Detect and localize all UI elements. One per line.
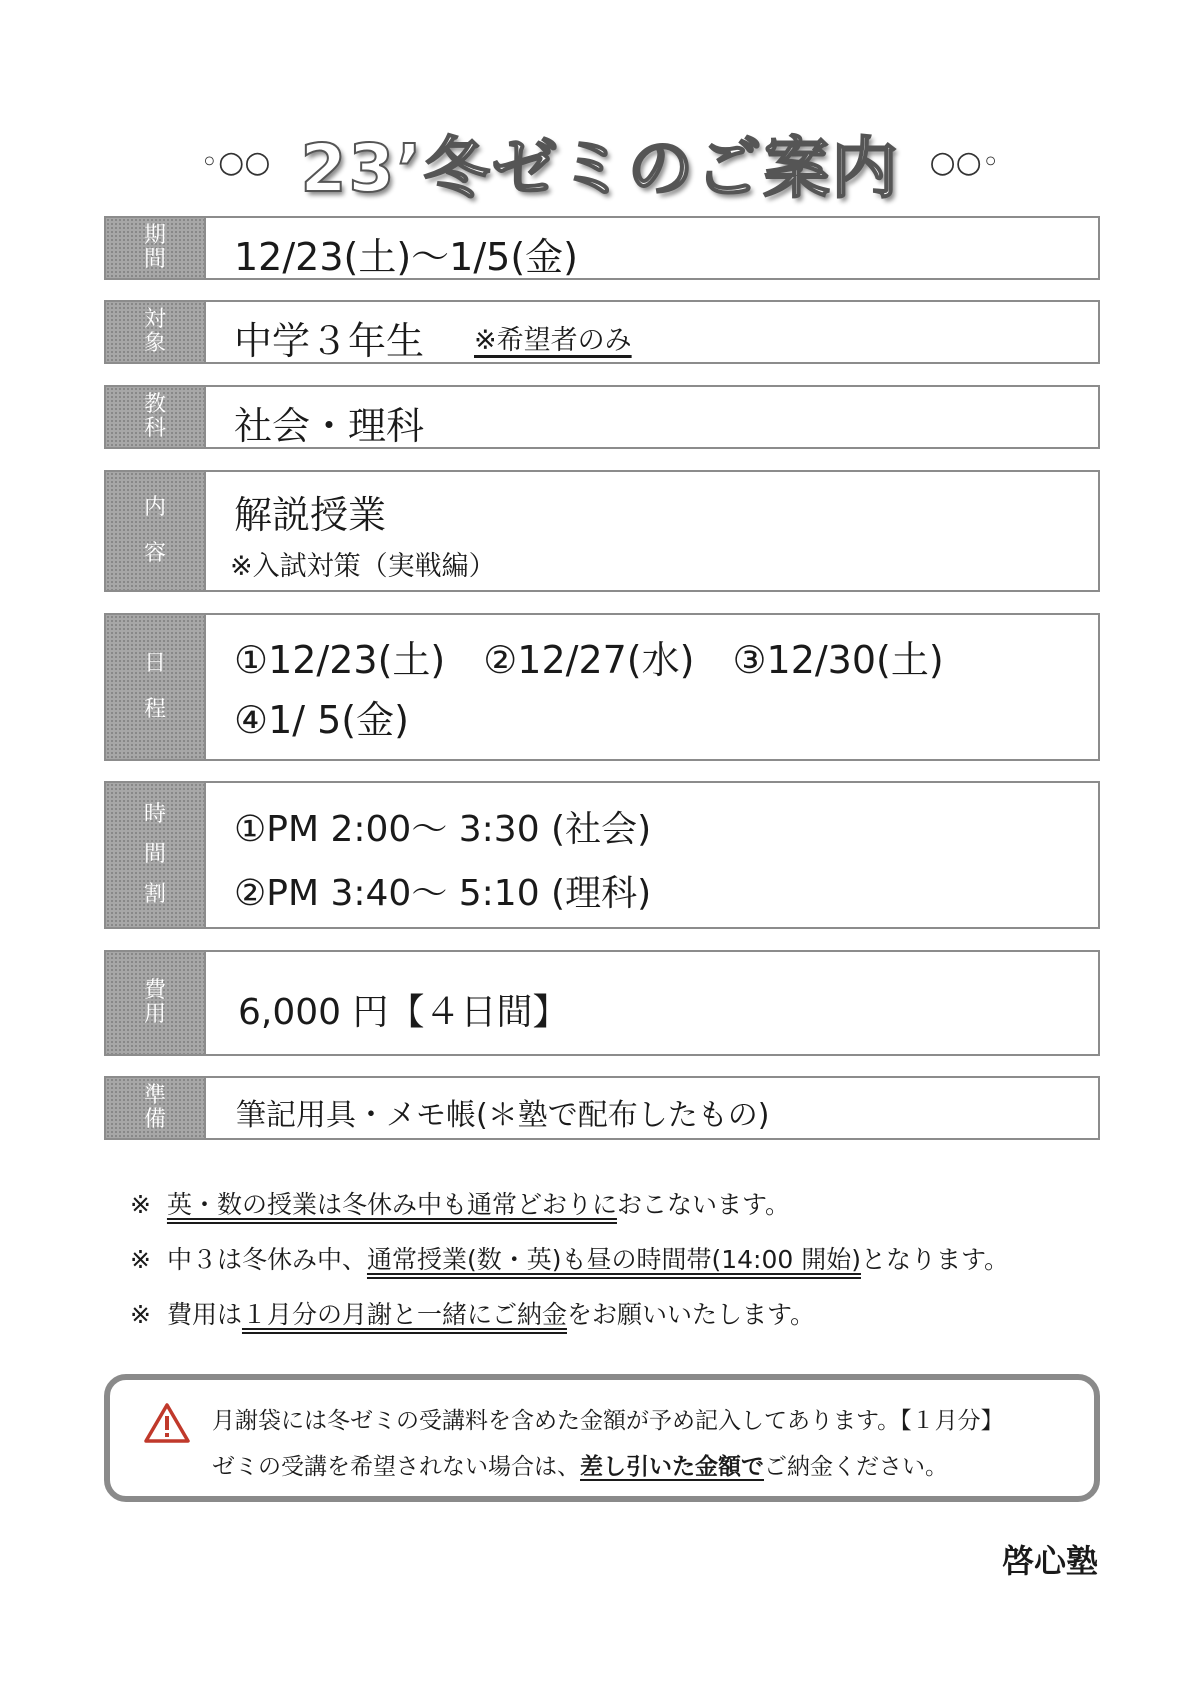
row-timetable: [104, 781, 1100, 929]
schedule-line1: ①12/23(土) ②12/27(水) ③12/30(土): [234, 638, 944, 682]
label-target: [106, 302, 206, 362]
label-char: 対: [143, 307, 166, 332]
row-schedule: [104, 613, 1100, 761]
label-char: 日: [143, 651, 166, 676]
note-mark: ※: [130, 1190, 151, 1219]
content-content: [204, 472, 1098, 590]
label-char: 科: [143, 416, 166, 441]
notes-list: [130, 1185, 1009, 1350]
label-char: 間: [143, 247, 166, 272]
content-value: 解説授業: [234, 493, 387, 537]
warning-text-bold: 差し引いた金額で: [580, 1454, 764, 1480]
row-fee: [104, 950, 1100, 1056]
fee-content: [204, 952, 1098, 1054]
label-char: 期: [143, 223, 166, 248]
note-mark: ※: [130, 1245, 151, 1274]
note-item: [130, 1240, 1009, 1295]
note-underlined: 通常授業(数・英)も昼の時間帯(14:00 開始): [366, 1245, 861, 1274]
label-char: 割: [143, 882, 166, 907]
schedule-line2: ④1/ 5(金): [234, 698, 409, 742]
label-fee: [106, 952, 206, 1054]
label-prep: [106, 1078, 206, 1138]
label-char: 内: [143, 495, 166, 520]
note-text: 中３は冬休み中、: [166, 1245, 367, 1274]
fee-value: 6,000 円【４日間】: [238, 992, 569, 1033]
note-item: [130, 1185, 1009, 1240]
label-char: 準: [143, 1083, 166, 1108]
row-content: [104, 470, 1100, 592]
content-sub: ※入試対策（実戦編）: [230, 551, 496, 582]
prep-content: [204, 1078, 1098, 1138]
label-char: 教: [143, 392, 166, 417]
label-char: 用: [143, 1002, 166, 1027]
prep-value: 筆記用具・メモ帳(＊塾で配布したもの): [236, 1098, 770, 1133]
label-char: 象: [143, 331, 166, 356]
label-char: 費: [143, 978, 166, 1003]
schedule-content: [204, 615, 1098, 759]
subjects-value: 社会・理科: [234, 404, 425, 448]
label-char: 容: [143, 541, 166, 566]
row-prep: [104, 1076, 1100, 1140]
timetable-content: [204, 783, 1098, 927]
timetable-line1: ①PM 2:00～ 3:30 (社会): [234, 809, 652, 850]
note-text: となります。: [860, 1245, 1009, 1274]
note-item: [130, 1295, 1009, 1350]
note-text: 費用は: [166, 1300, 242, 1329]
label-char: 備: [143, 1107, 166, 1132]
school-name: 啓心塾: [1001, 1542, 1098, 1580]
label-period: [106, 218, 206, 278]
warning-text: [212, 1398, 1004, 1490]
title-right-circles: ○○◦: [929, 144, 1000, 180]
label-timetable: [106, 783, 206, 927]
note-text: をお願いいたします。: [566, 1300, 815, 1329]
label-subjects: [106, 387, 206, 447]
label-char: 程: [143, 697, 166, 722]
row-period: [104, 216, 1100, 280]
warning-triangle-icon: [144, 1402, 190, 1444]
note-text: おこないます。: [616, 1190, 790, 1219]
title-left-circles: ◦○○: [200, 144, 271, 180]
warning-line2: [212, 1444, 1004, 1490]
target-value: 中学３年生: [234, 319, 425, 363]
title-text: 23’冬ゼミのご案内: [300, 129, 900, 207]
label-char: 時: [143, 802, 166, 827]
row-subjects: [104, 385, 1100, 449]
page-title: [0, 112, 1200, 212]
label-char: 間: [143, 842, 166, 867]
period-content: [204, 218, 1098, 278]
label-schedule: [106, 615, 206, 759]
note-underlined: １月分の月謝と一緒にご納金: [241, 1300, 567, 1329]
note-mark: ※: [130, 1300, 151, 1329]
warning-text-post: ご納金ください。: [764, 1454, 948, 1480]
label-content: [106, 472, 206, 590]
target-content: [204, 302, 1098, 362]
warning-text-pre: ゼミの受講を希望されない場合は、: [212, 1454, 580, 1480]
warning-line1: 月謝袋には冬ゼミの受講料を含めた金額が予め記入してあります。【１月分】: [212, 1408, 1004, 1434]
period-value: 12/23(土)～1/5(金): [234, 235, 578, 279]
warning-box: [104, 1374, 1100, 1502]
subjects-content: [204, 387, 1098, 447]
note-underlined: 英・数の授業は冬休み中も通常どおりに: [166, 1190, 617, 1219]
target-note: ※希望者のみ: [474, 325, 632, 356]
timetable-line2: ②PM 3:40～ 5:10 (理科): [234, 873, 652, 914]
row-target: [104, 300, 1100, 364]
